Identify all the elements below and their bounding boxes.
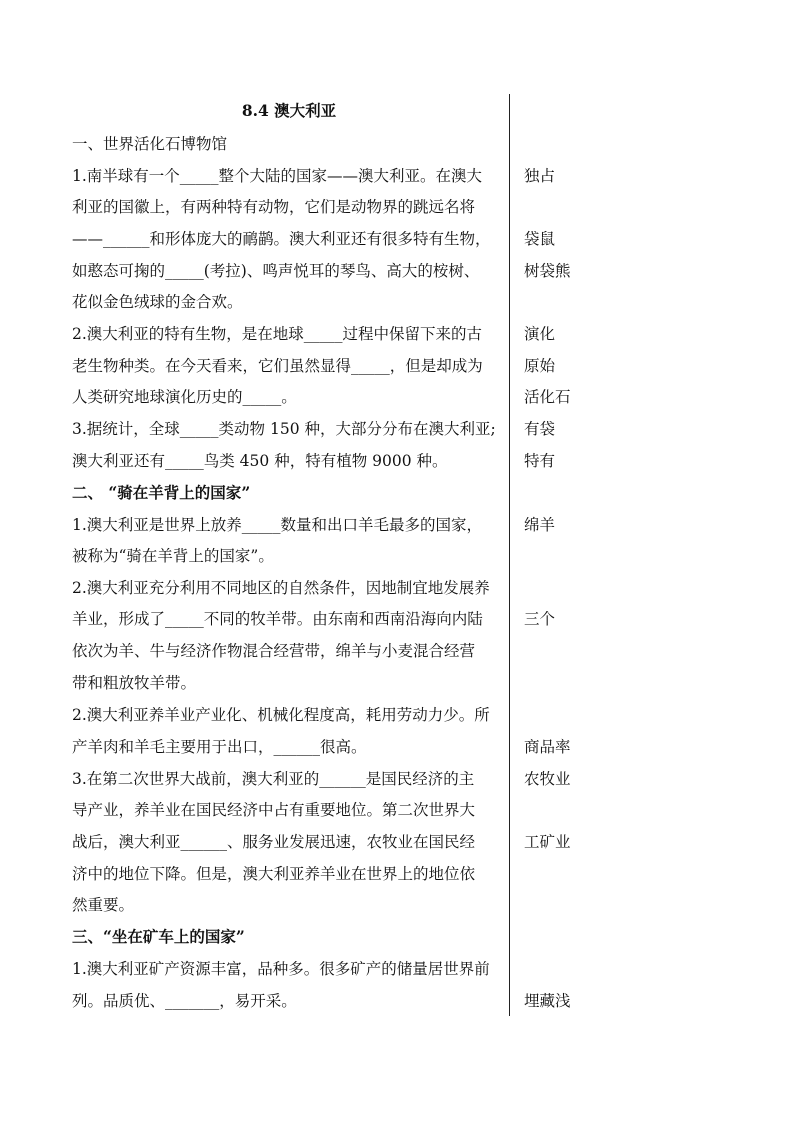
text-line: 1.南半球有一个_____整个大陆的国家——澳大利亚。在澳大: [72, 167, 483, 185]
text-line: 产羊肉和羊毛主要用于出口，______很高。: [72, 738, 367, 756]
text-line: 2.澳大利亚充分利用不同地区的自然条件，因地制宜地发展养: [72, 579, 490, 597]
text-line: 澳大利亚还有_____鸟类 450 种，特有植物 9000 种。: [72, 452, 448, 470]
text-line: 被称为“骑在羊背上的国家”。: [72, 547, 274, 565]
column-divider: [509, 94, 510, 1016]
section-heading-2: 二、 “骑在羊背上的国家”: [72, 483, 251, 502]
text-line: 羊业，形成了_____不同的牧羊带。由东南和西南沿海向内陆: [72, 610, 483, 628]
text-line: 列。品质优、_______，易开采。: [72, 992, 297, 1010]
text-line: 3.据统计，全球_____类动物 150 种，大部分分布在澳大利亚;: [72, 420, 496, 438]
answer-label: 特有: [524, 452, 556, 470]
answer-label: 原始: [524, 357, 556, 375]
text-line: 2.澳大利亚养羊业产业化、机械化程度高，耗用劳动力少。所: [72, 706, 490, 724]
text-line: 老生物种类。在今天看来，它们虽然显得_____，但是却成为: [72, 357, 483, 375]
text-line: 依次为羊、牛与经济作物混合经营带，绵羊与小麦混合经营: [72, 642, 476, 660]
text-line: 战后，澳大利亚______、服务业发展迅速，农牧业在国民经: [72, 833, 476, 851]
section-heading-3: 三、“坐在矿车上的国家”: [72, 927, 245, 946]
text-line: 3.在第二次世界大战前，澳大利亚的______是国民经济的主: [72, 770, 475, 788]
answer-label: 袋鼠: [524, 230, 556, 248]
answer-label: 埋藏浅: [524, 992, 571, 1010]
section-heading-1: 一、世界活化石博物馆: [72, 135, 228, 153]
text-line: 济中的地位下降。但是，澳大利亚养羊业在世界上的地位依: [72, 865, 476, 883]
text-line: 带和粗放牧羊带。: [72, 674, 197, 692]
answer-label: 工矿业: [524, 833, 571, 851]
answer-label: 绵羊: [524, 516, 556, 534]
page-title: 8.4 澳大利亚: [241, 101, 337, 120]
text-line: 利亚的国徽上，有两种特有动物，它们是动物界的跳远名将: [72, 198, 476, 216]
answer-label: 商品率: [524, 738, 571, 756]
answer-label: 活化石: [524, 388, 571, 406]
answer-label: 农牧业: [524, 770, 571, 788]
answer-label: 有袋: [524, 420, 556, 438]
text-line: 2.澳大利亚的特有生物，是在地球_____过程中保留下来的古: [72, 325, 483, 343]
answer-label: 独占: [524, 167, 556, 185]
text-line: 花似金色绒球的金合欢。: [72, 293, 243, 311]
answer-label: 演化: [524, 325, 556, 343]
text-line: 然重要。: [72, 896, 135, 914]
text-line: 1.澳大利亚矿产资源丰富，品种多。很多矿产的储量居世界前: [72, 960, 490, 978]
text-line: 导产业，养羊业在国民经济中占有重要地位。第二次世界大: [72, 801, 476, 819]
text-line: ——______和形体庞大的鸸鹋。澳大利亚还有很多特有生物，: [72, 230, 491, 248]
text-line: 1.澳大利亚是世界上放养_____数量和出口羊毛最多的国家，: [72, 516, 483, 534]
answer-label: 树袋熊: [524, 262, 571, 280]
text-line: 人类研究地球演化历史的_____。: [72, 388, 297, 406]
text-line: 如憨态可掬的_____(考拉)、鸣声悦耳的琴鸟、高大的桉树、: [72, 262, 480, 280]
answer-label: 三个: [524, 610, 556, 628]
